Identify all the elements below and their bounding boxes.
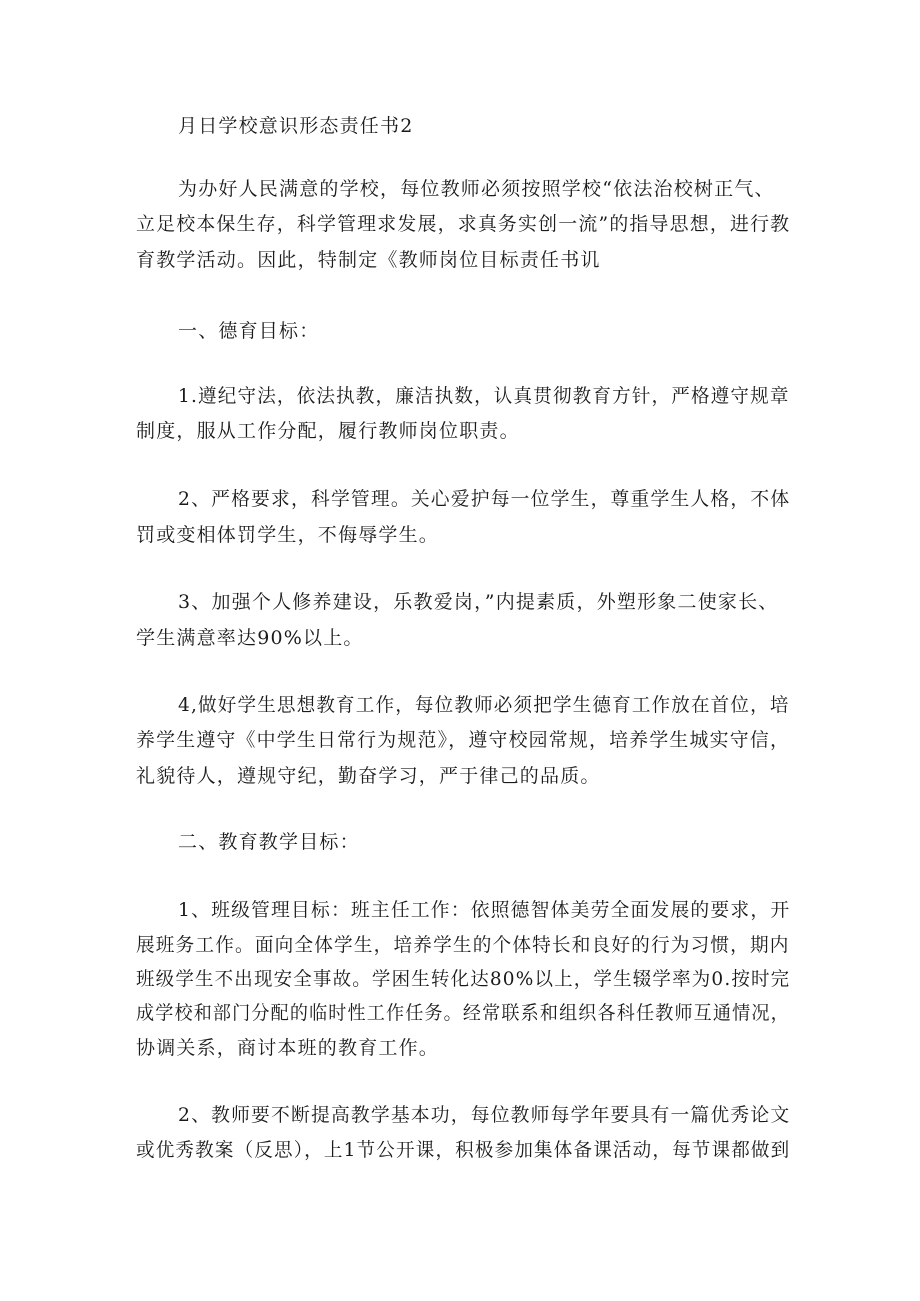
paragraph-line: 成学校和部门分配的临时性工作任务。经常联系和组织各科任教师互通情况，	[136, 1002, 790, 1024]
paragraph-line: 制度，服从工作分配，履行教师岗位职责。	[136, 420, 520, 442]
paragraph-line: 协调关系，商讨本班的教育工作。	[136, 1037, 440, 1059]
paragraph-line: 2、严格要求，科学管理。关心爱护每一位学生，尊重学生人格，不体	[178, 488, 791, 510]
section-heading: 一、德育目标：	[178, 320, 320, 342]
paragraph-line: 为办好人民满意的学校，每位教师必须按照学校“依法治校树正气、	[178, 178, 775, 200]
section-heading: 二、教育教学目标：	[178, 831, 360, 853]
paragraph-line: 或优秀教案（反思），上1节公开课，积极参加集体备课活动，每节课都做到	[136, 1139, 791, 1161]
paragraph-line: 展班务工作。面向全体学生，培养学生的个体特长和良好的行为习惯，期内	[136, 934, 790, 956]
paragraph-line: 班级学生不出现安全事故。学困生转化达80%以上，学生辍学率为0.按时完	[136, 968, 791, 990]
paragraph-line: 1、班级管理目标：班主任工作：依照德智体美劳全面发展的要求，开	[178, 899, 791, 921]
paragraph-line: 立足校本保生存，科学管理求发展，求真务实创一流”的指导思想，进行教	[136, 213, 791, 235]
paragraph-line: 3、加强个人修养建设，乐教爱岗，”内提素质，外塑形象二使家长、	[178, 591, 779, 613]
document-title: 月日学校意识形态责任书2	[178, 115, 414, 137]
paragraph-line: 罚或变相体罚学生，不侮辱学生。	[136, 524, 440, 546]
paragraph-line: 礼貌待人，遵规守纪，勤奋学习，严于律己的品质。	[136, 765, 601, 787]
paragraph-line: 学生满意率达90%以上。	[136, 627, 364, 649]
paragraph-line: 育教学活动。因此，特制定《教师岗位目标责任书讥	[136, 249, 601, 271]
paragraph-line: 养学生遵守《中学生日常行为规范》，遵守校园常规，培养学生城实守信，	[136, 729, 791, 751]
paragraph-line: 2、教师要不断提高教学基本功，每位教师每学年要具有一篇优秀论文	[178, 1104, 791, 1126]
paragraph-line: 4,做好学生思想教育工作，每位教师必须把学生德育工作放在首位，培	[178, 694, 790, 716]
paragraph-line: 1.遵纪守法，依法执教，廉洁执数，认真贯彻教育方针，严格遵守规章	[178, 385, 790, 407]
